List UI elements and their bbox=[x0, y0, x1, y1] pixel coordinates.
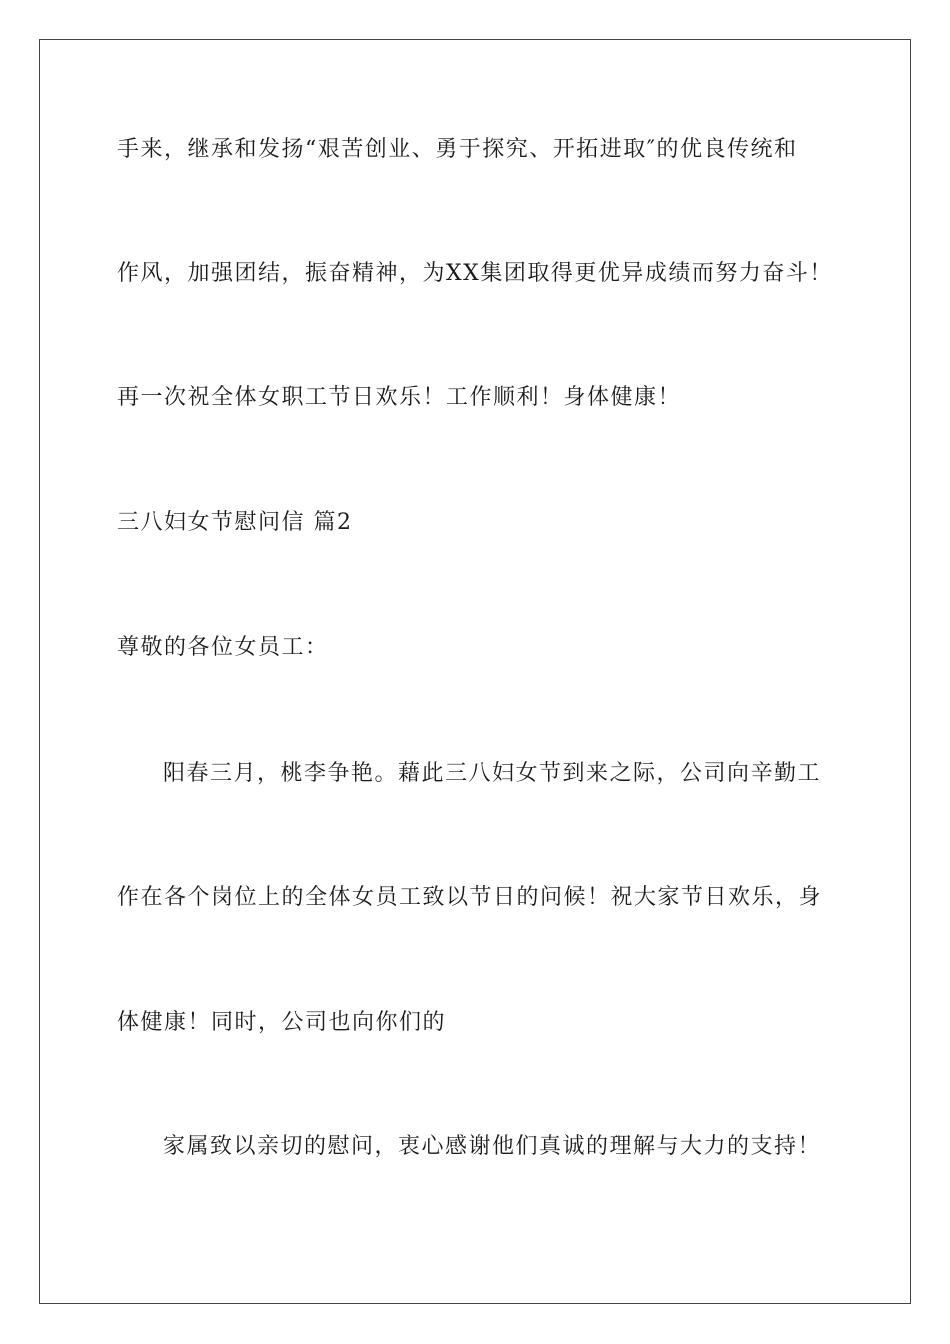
paragraph-line-1: 手来，继承和发扬“艰苦创业、勇于探究、开拓进取″的优良传统和 bbox=[117, 137, 798, 162]
paragraph-line-2: 作风，加强团结，振奋精神，为XX集团取得更优异成绩而努力奋斗！ bbox=[117, 261, 833, 286]
closing-wishes-line: 再一次祝全体女职工节日欢乐！工作顺利！身体健康！ bbox=[117, 385, 682, 410]
page-border bbox=[39, 39, 911, 1304]
body-paragraph-line-1: 阳春三月，桃李争艳。藉此三八妇女节到来之际，公司向辛勤工 bbox=[163, 761, 822, 786]
family-thanks-line: 家属致以亲切的慰问，衷心感谢他们真诚的理解与大力的支持！ bbox=[163, 1134, 822, 1159]
body-paragraph-line-3: 体健康！同时，公司也向你们的 bbox=[117, 1010, 447, 1035]
section-heading: 三八妇女节慰问信 篇2 bbox=[117, 510, 353, 535]
body-paragraph-line-2: 作在各个岗位上的全体女员工致以节日的问候！祝大家节日欢乐，身 bbox=[117, 885, 823, 910]
salutation: 尊敬的各位女员工： bbox=[117, 635, 329, 660]
